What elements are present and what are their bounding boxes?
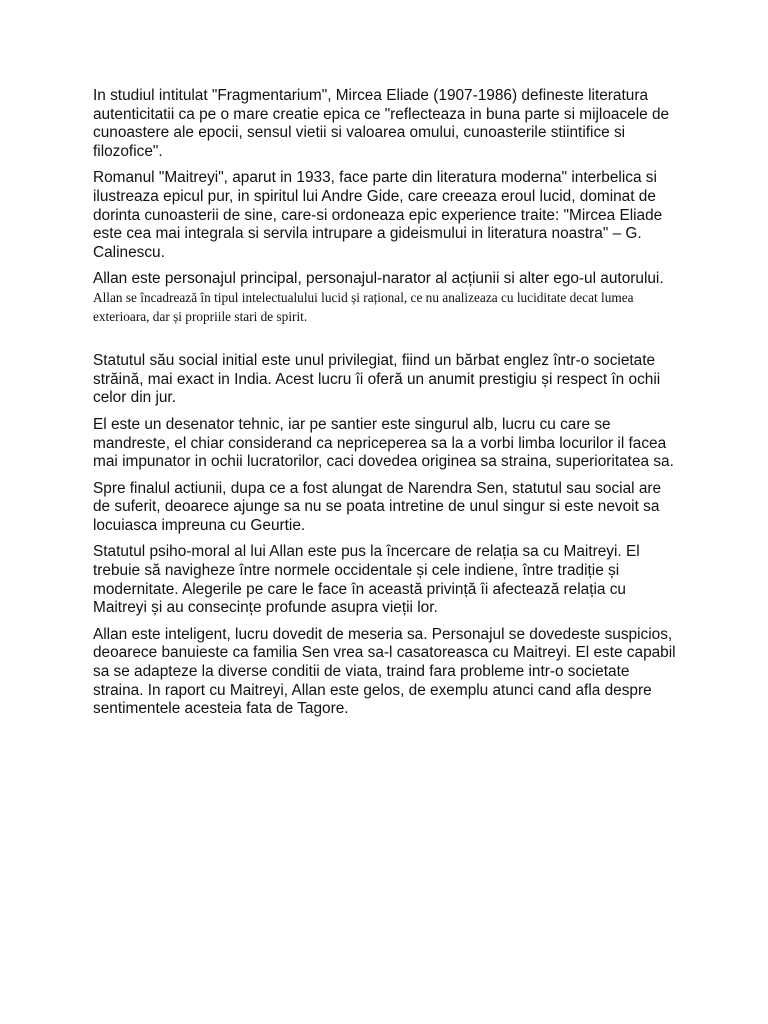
paragraph-fragmentarium: In studiul intitulat "Fragmentarium", Mircea Eliade (1907-1986) defineste literatura autenticitatii ca pe o mare creatie epica ce "reflecteaza in buna parte si mijloacele de cunoastere ale epocii, sensul vietii si valoarea omului, cunoasterile stiintifice si filozofice". <box>93 87 670 160</box>
allan-intellectual-text: Allan se încadrează în tipul intelectualului lucid și rațional, ce nu analizeaza cu luciditate decat lumea exterioara, dar și propriile stari de spirit. <box>93 289 634 324</box>
paragraph-technical-draftsman: El este un desenator tehnic, iar pe santier este singurul alb, lucru cu care se mandreste, el chiar considerand ca nepriceperea sa la a vorbi limba locurilor il facea mai impunator in ochii lucratorilor, caci dovedea originea sa straina, superioritatea sa. <box>93 415 674 471</box>
paragraph-social-status: Statutul său social initial este unul privilegiat, fiind un bărbat englez într-o societate străină, mai exact in India. Acest lucru îi oferă un anumit prestigiu și respect în ochii celor din jur. <box>93 352 661 407</box>
paragraph-allan-traits: Allan este inteligent, lucru dovedit de meseria sa. Personajul se dovedeste suspicios, deoarece banuieste ca familia Sen vrea sa-l casatoreasca cu Maitreyi. El este capabil sa se adapteze la diverse conditii de viata, traind fara probleme intr-o societate straina. In raport cu Maitreyi, Allan este gelos, de exemplu atunci cand afla despre sentimentele acesteia fata de Tagore. <box>93 625 676 718</box>
paragraph-maitreyi-novel: Romanul "Maitreyi", aparut in 1933, face parte din literatura moderna" interbelica si ilustreaza epicul pur, in spiritul lui Andre Gide, care creeaza eroul lucid, dominat de dorinta cunoasterii de sine, care-si ordoneaza epic experience traite: "Mircea Eliade este cea mai integrala si servila intrupare a gideismului in literatura noastra" – G. Calinescu. <box>93 169 663 261</box>
paragraph-final-action: Spre finalul actiunii, dupa ce a fost alungat de Narendra Sen, statutul sau social are de suferit, deoarece ajunge sa nu se poata intretine de unul singur si este nevoit sa locuiasca impreuna cu Geurtie. <box>93 479 662 534</box>
allan-narrator-text: Allan este personajul principal, personajul-narator al acțiunii si alter ego-ul autorului. <box>93 270 664 288</box>
document-body <box>93 87 681 727</box>
paragraph-psycho-moral: Statutul psiho-moral al lui Allan este pus la încercare de relația sa cu Maitreyi. El trebuie să navigheze între normele occidentale și cele indiene, între tradiție și modernitate. Alegerile pe care le face în această privință îi afectează relația cu Maitreyi și au consecințe profunde asupra vieții lor. <box>93 543 640 617</box>
paragraph-allan-narrator <box>93 270 681 326</box>
